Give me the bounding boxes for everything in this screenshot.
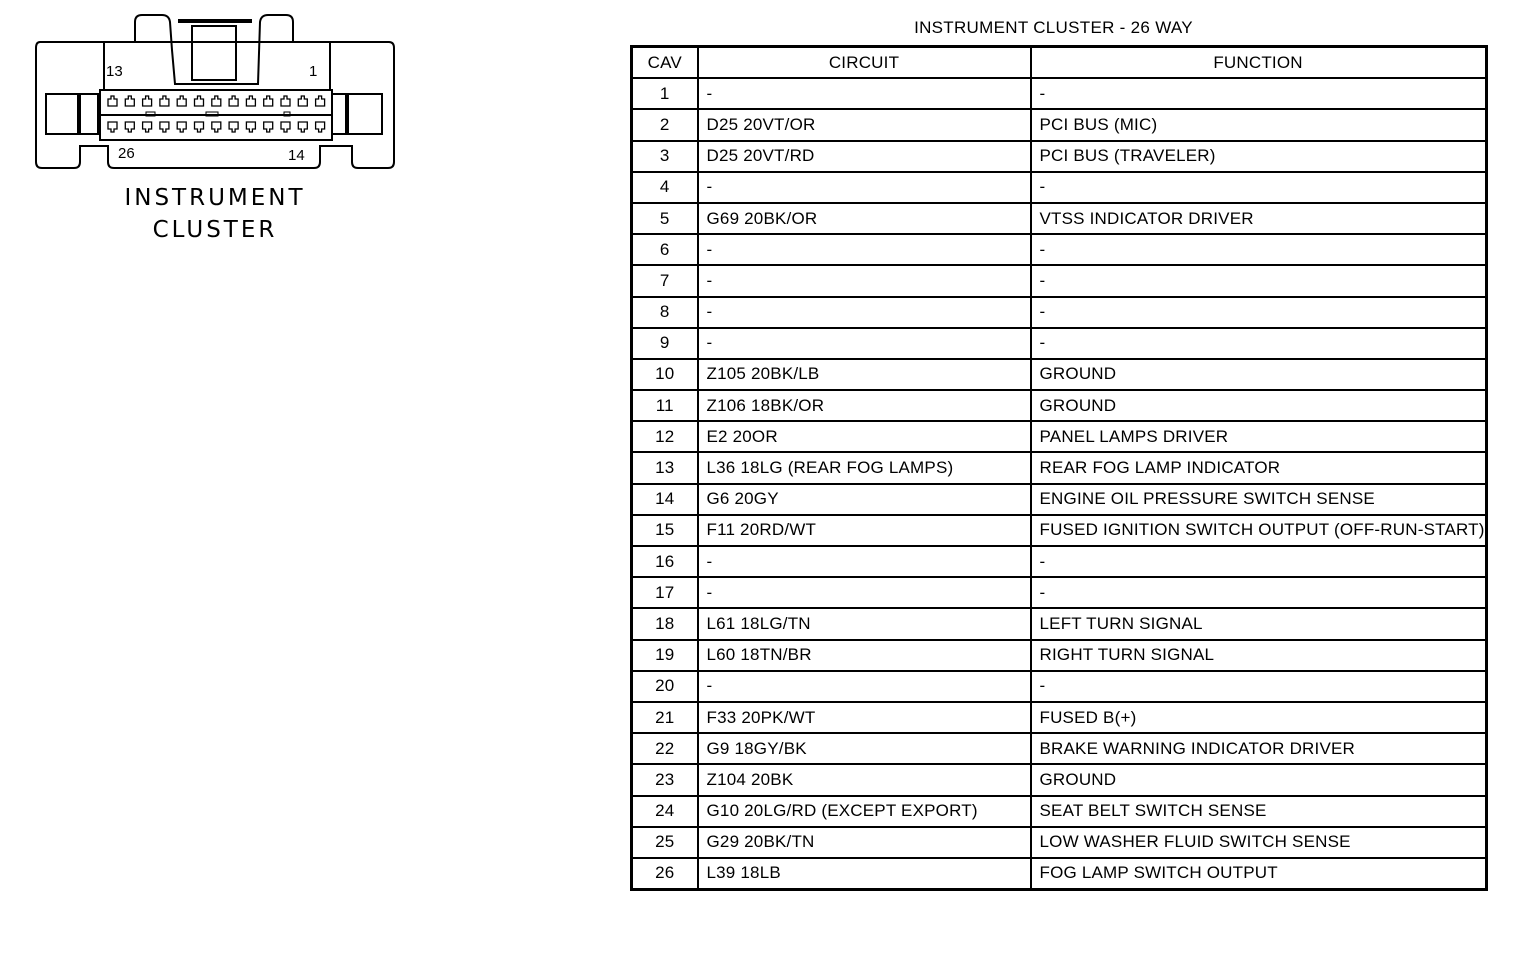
table-row <box>632 577 1487 608</box>
cav-cell: 16 <box>632 546 698 577</box>
pin-row-bottom <box>108 122 325 132</box>
table-row <box>632 640 1487 671</box>
table-row <box>632 234 1487 265</box>
table-row <box>632 172 1487 203</box>
cav-cell: 21 <box>632 702 698 733</box>
circuit-cell: L39 18LB <box>698 858 1031 890</box>
table-row <box>632 515 1487 546</box>
function-cell: BRAKE WARNING INDICATOR DRIVER <box>1031 733 1487 764</box>
cav-cell: 12 <box>632 421 698 452</box>
connector-latch-window <box>192 26 236 80</box>
circuit-cell: L61 18LG/TN <box>698 608 1031 639</box>
table-row <box>632 265 1487 296</box>
table-row <box>632 78 1487 109</box>
cav-cell: 22 <box>632 733 698 764</box>
pin-cavity <box>108 96 117 106</box>
cav-cell: 25 <box>632 827 698 858</box>
cav-cell: 7 <box>632 265 698 296</box>
pin-cavity <box>143 96 152 106</box>
table-row <box>632 328 1487 359</box>
function-cell: ENGINE OIL PRESSURE SWITCH SENSE <box>1031 484 1487 515</box>
connector-right-key <box>348 94 382 134</box>
function-cell: LOW WASHER FLUID SWITCH SENSE <box>1031 827 1487 858</box>
table-row <box>632 546 1487 577</box>
connector-name-line2: CLUSTER <box>152 217 278 243</box>
circuit-cell: Z104 20BK <box>698 764 1031 795</box>
circuit-cell: - <box>698 546 1031 577</box>
pin-cavity <box>143 122 152 132</box>
cav-cell: 18 <box>632 608 698 639</box>
function-cell: - <box>1031 297 1487 328</box>
table-row <box>632 827 1487 858</box>
header-circuit: CIRCUIT <box>698 47 1031 79</box>
function-cell: GROUND <box>1031 359 1487 390</box>
table-row <box>632 141 1487 172</box>
cav-cell: 1 <box>632 78 698 109</box>
pin-label-13: 13 <box>106 63 123 80</box>
pin-cavity <box>316 122 325 132</box>
header-function: FUNCTION <box>1031 47 1487 79</box>
pin-cavity <box>212 122 221 132</box>
circuit-cell: D25 20VT/OR <box>698 109 1031 140</box>
header-cav: CAV <box>632 47 698 79</box>
function-cell: - <box>1031 671 1487 702</box>
pin-label-1: 1 <box>309 63 318 80</box>
circuit-cell: L36 18LG (REAR FOG LAMPS) <box>698 452 1031 483</box>
pinout-body <box>632 78 1487 889</box>
circuit-cell: Z105 20BK/LB <box>698 359 1031 390</box>
table-row <box>632 484 1487 515</box>
pin-cavity <box>281 96 290 106</box>
table-row <box>632 452 1487 483</box>
pin-row-top <box>108 96 325 106</box>
circuit-cell: G10 20LG/RD (EXCEPT EXPORT) <box>698 796 1031 827</box>
cav-cell: 6 <box>632 234 698 265</box>
pin-cavity <box>108 122 117 132</box>
table-row <box>632 702 1487 733</box>
cav-cell: 4 <box>632 172 698 203</box>
function-cell: - <box>1031 234 1487 265</box>
cav-cell: 14 <box>632 484 698 515</box>
function-cell: GROUND <box>1031 764 1487 795</box>
circuit-cell: G6 20GY <box>698 484 1031 515</box>
function-cell: GROUND <box>1031 390 1487 421</box>
function-cell: LEFT TURN SIGNAL <box>1031 608 1487 639</box>
connector-diagram <box>0 0 420 180</box>
pin-cavity <box>298 96 307 106</box>
pin-cavity <box>264 122 273 132</box>
circuit-cell: G29 20BK/TN <box>698 827 1031 858</box>
function-cell: - <box>1031 78 1487 109</box>
connector-shell <box>36 42 394 168</box>
cav-cell: 23 <box>632 764 698 795</box>
circuit-cell: Z106 18BK/OR <box>698 390 1031 421</box>
function-cell: PCI BUS (TRAVELER) <box>1031 141 1487 172</box>
cav-cell: 8 <box>632 297 698 328</box>
cav-cell: 13 <box>632 452 698 483</box>
table-row <box>632 764 1487 795</box>
pin-cavity <box>125 96 134 106</box>
function-cell: - <box>1031 577 1487 608</box>
pin-cavity <box>195 96 204 106</box>
table-row <box>632 390 1487 421</box>
pin-cavity <box>229 122 238 132</box>
function-cell: SEAT BELT SWITCH SENSE <box>1031 796 1487 827</box>
pin-cavity <box>246 96 255 106</box>
pin-cavity <box>160 96 169 106</box>
circuit-cell: F33 20PK/WT <box>698 702 1031 733</box>
pinout-table <box>630 45 1488 891</box>
function-cell: FUSED IGNITION SWITCH OUTPUT (OFF-RUN-START) <box>1031 515 1487 546</box>
pin-cavity <box>298 122 307 132</box>
circuit-cell: - <box>698 671 1031 702</box>
cav-cell: 15 <box>632 515 698 546</box>
table-row <box>632 203 1487 234</box>
function-cell: - <box>1031 265 1487 296</box>
pin-cavity <box>246 122 255 132</box>
pin-cavity <box>281 122 290 132</box>
circuit-cell: G9 18GY/BK <box>698 733 1031 764</box>
header-row <box>632 47 1487 79</box>
pin-cavity <box>195 122 204 132</box>
table-row <box>632 359 1487 390</box>
table-row <box>632 608 1487 639</box>
function-cell: RIGHT TURN SIGNAL <box>1031 640 1487 671</box>
table-row <box>632 796 1487 827</box>
cav-cell: 24 <box>632 796 698 827</box>
table-row <box>632 109 1487 140</box>
table-row <box>632 733 1487 764</box>
circuit-cell: - <box>698 265 1031 296</box>
cav-cell: 10 <box>632 359 698 390</box>
cav-cell: 9 <box>632 328 698 359</box>
circuit-cell: F11 20RD/WT <box>698 515 1031 546</box>
pin-cavity <box>264 96 273 106</box>
function-cell: PCI BUS (MIC) <box>1031 109 1487 140</box>
function-cell: PANEL LAMPS DRIVER <box>1031 421 1487 452</box>
pin-cavity <box>177 122 186 132</box>
cav-cell: 26 <box>632 858 698 890</box>
pin-cavity <box>229 96 238 106</box>
pin-cavity <box>160 122 169 132</box>
function-cell: REAR FOG LAMP INDICATOR <box>1031 452 1487 483</box>
pin-cavity <box>125 122 134 132</box>
circuit-cell: D25 20VT/RD <box>698 141 1031 172</box>
circuit-cell: G69 20BK/OR <box>698 203 1031 234</box>
pin-label-26: 26 <box>118 145 135 162</box>
table-row <box>632 421 1487 452</box>
circuit-cell: L60 18TN/BR <box>698 640 1031 671</box>
cav-cell: 11 <box>632 390 698 421</box>
table-title: INSTRUMENT CLUSTER - 26 WAY <box>914 18 1193 37</box>
function-cell: FUSED B(+) <box>1031 702 1487 733</box>
circuit-cell: E2 20OR <box>698 421 1031 452</box>
cav-cell: 17 <box>632 577 698 608</box>
circuit-cell: - <box>698 78 1031 109</box>
cav-cell: 3 <box>632 141 698 172</box>
circuit-cell: - <box>698 328 1031 359</box>
function-cell: - <box>1031 172 1487 203</box>
connector-name-line1: INSTRUMENT <box>124 185 306 211</box>
cav-cell: 5 <box>632 203 698 234</box>
table-row <box>632 671 1487 702</box>
function-cell: - <box>1031 546 1487 577</box>
cav-cell: 20 <box>632 671 698 702</box>
cav-cell: 2 <box>632 109 698 140</box>
function-cell: FOG LAMP SWITCH OUTPUT <box>1031 858 1487 890</box>
connector-left-key <box>46 94 78 134</box>
cav-cell: 19 <box>632 640 698 671</box>
circuit-cell: - <box>698 234 1031 265</box>
function-cell: - <box>1031 328 1487 359</box>
pin-cavity <box>212 96 221 106</box>
function-cell: VTSS INDICATOR DRIVER <box>1031 203 1487 234</box>
circuit-cell: - <box>698 172 1031 203</box>
circuit-cell: - <box>698 297 1031 328</box>
table-row <box>632 858 1487 890</box>
pin-cavity <box>316 96 325 106</box>
pin-cavity <box>177 96 186 106</box>
circuit-cell: - <box>698 577 1031 608</box>
table-row <box>632 297 1487 328</box>
pin-label-14: 14 <box>288 147 305 164</box>
